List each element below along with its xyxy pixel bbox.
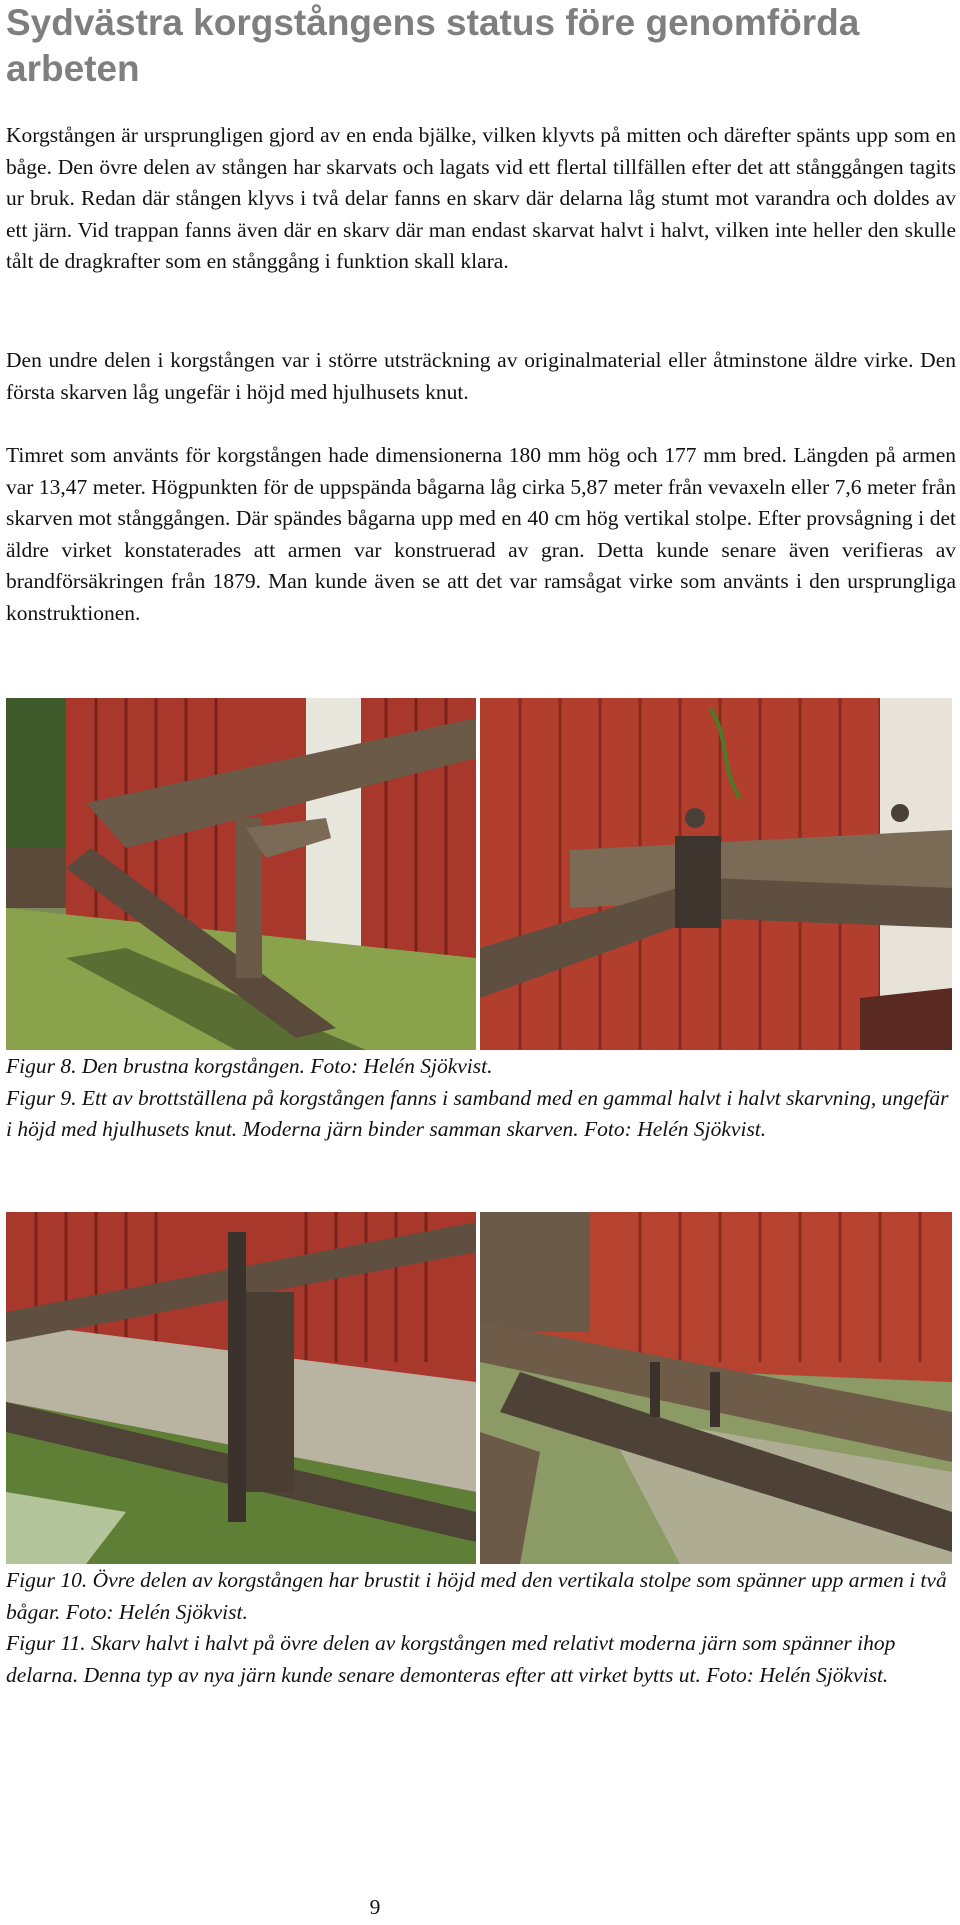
figure-captions-10-11 [6, 1565, 956, 1691]
photo-figure-10 [6, 1212, 476, 1564]
photo-figure-9 [480, 698, 952, 1050]
section-heading: Sydvästra korgstångens status före genomförda arbeten [6, 2, 860, 89]
caption-figure-10: Figur 10. Övre delen av korgstången har brustit i höjd med den vertikala stolpe som spänner upp armen i två bågar. Foto: Helén Sjökvist. [6, 1568, 947, 1624]
body-paragraph-3: Timret som använts för korgstången hade dimensionerna 180 mm hög och 177 mm bred. Längden på armen var 13,47 meter. Högpunkten för de uppspända bågarna låg cirka 5,87 meter från vevaxeln eller 7,6 meter från skarven mot stånggången. Där spändes bågarna upp med en 40 cm hög vertikal stolpe. Efter provsågning i det äldre virket konstaterades att armen var konstruerad av gran. Detta kunde senare även verifieras av brandförsäkringen från 1879. Man kunde även se att det var ramsågat virke som använts i den ursprungliga konstruktionen. [6, 443, 956, 625]
page-number: 9 [369, 1895, 381, 1919]
body-paragraph-2: Den undre delen i korgstången var i större utsträckning av originalmaterial eller åtminstone äldre virke. Den första skarven låg ungefär i höjd med hjulhusets knut. [6, 348, 956, 404]
figure-captions-8-9 [6, 1051, 956, 1146]
photo-figure-8 [6, 698, 476, 1050]
caption-figure-8: Figur 8. Den brustna korgstången. Foto: Helén Sjökvist. [6, 1054, 493, 1078]
body-paragraph-1: Korgstången är ursprungligen gjord av en enda bjälke, vilken klyvts på mitten och därefter spänts upp som en båge. Den övre delen av stången har skarvats och lagats vid ett flertal tillfällen efter det att stånggången tagits ur bruk. Redan där stången klyvs i två delar fanns en skarv där delarna låg stumt mot varandra och doldes av ett järn. Vid trappan fanns även där en skarv där man endast skarvat halvt i halvt, vilken inte heller den skulle tålt de dragkrafter som en stånggång i funktion skall klara. [6, 123, 956, 273]
caption-figure-9: Figur 9. Ett av brottställena på korgstången fanns i samband med en gammal halvt i halvt skarvning, ungefär i höjd med hjulhusets knut. Moderna järn binder samman skarven. Foto: Helén Sjökvist. [6, 1085, 949, 1141]
caption-figure-11: Figur 11. Skarv halvt i halvt på övre delen av korgstången med relativt moderna järn som spänner ihop delarna. Denna typ av nya järn kunde senare demonteras efter att virket bytts ut. Foto: Helén Sjökvist. [6, 1631, 896, 1687]
photo-figure-11 [480, 1212, 952, 1564]
